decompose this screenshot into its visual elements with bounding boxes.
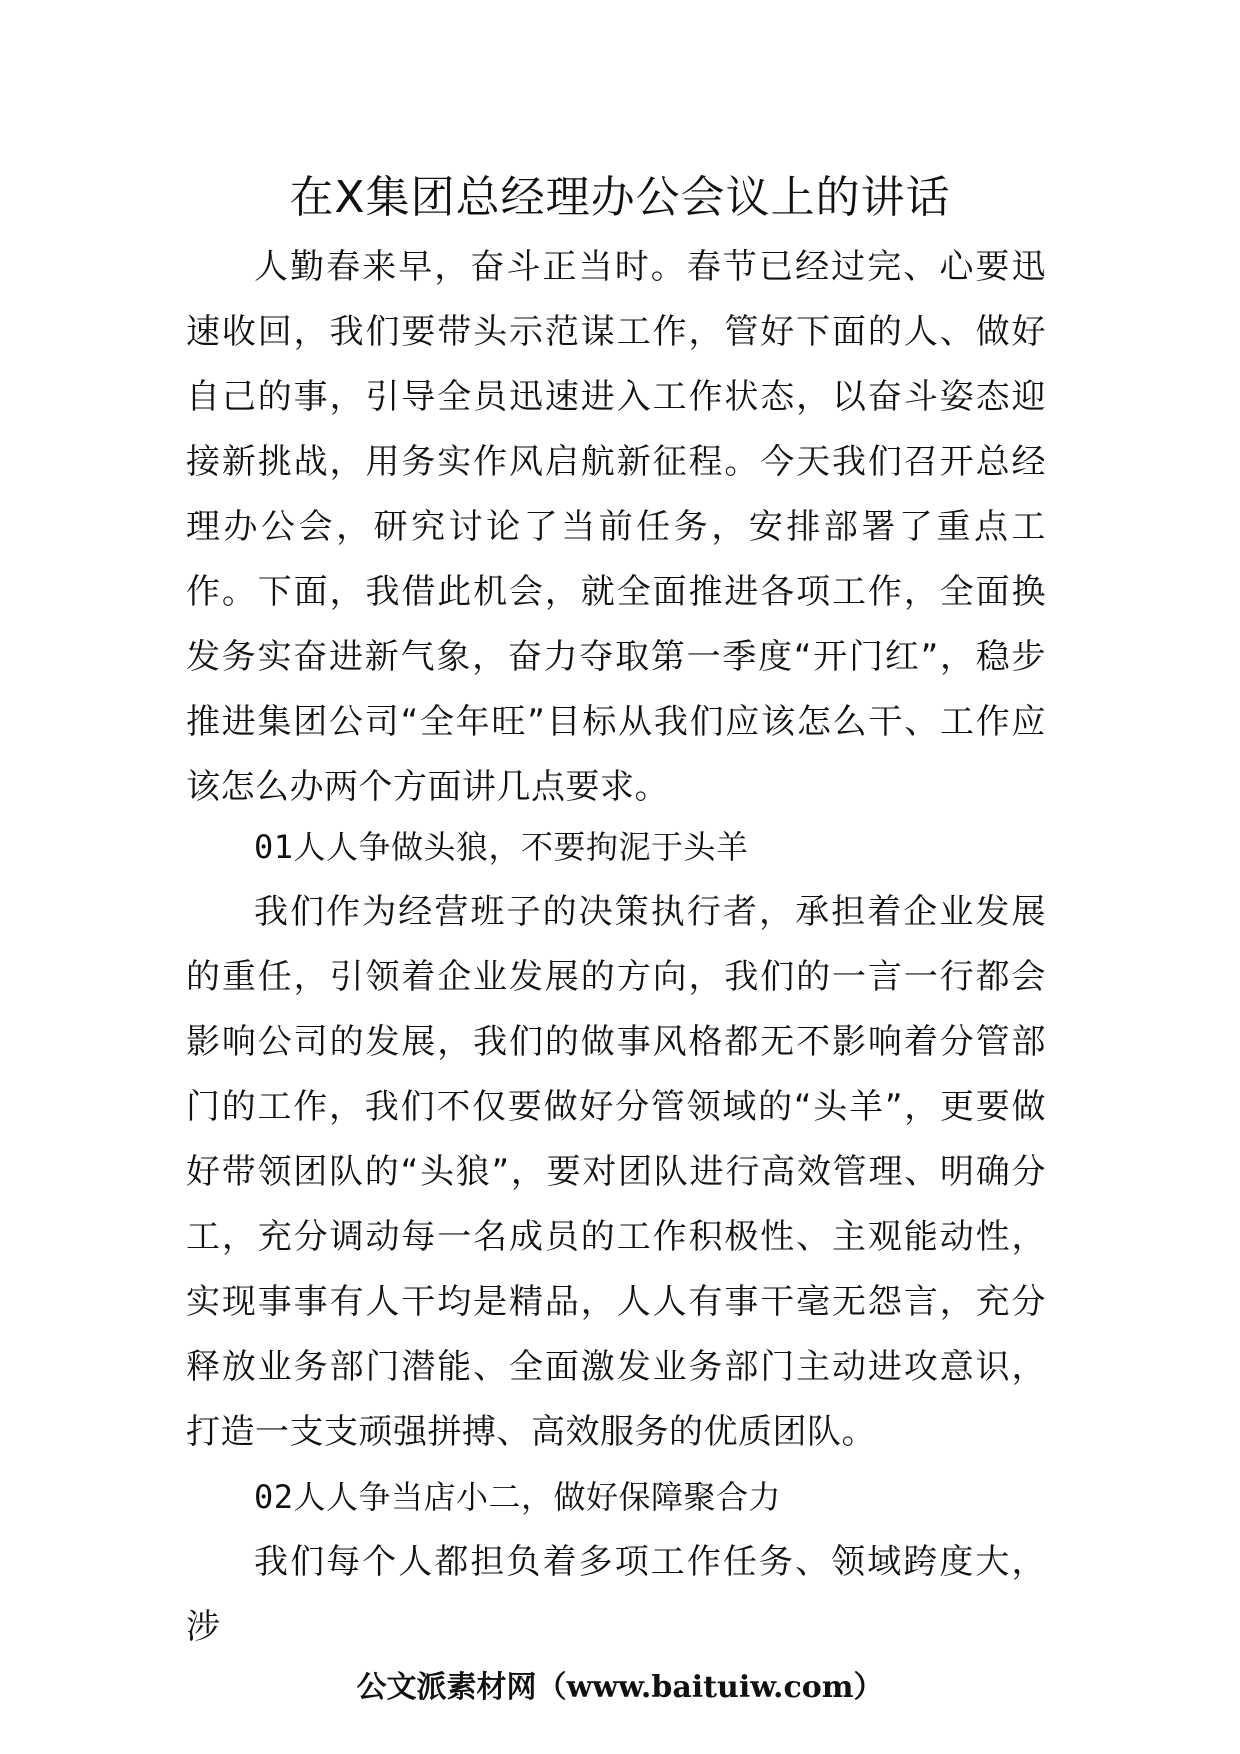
body-paragraph-1-block (186, 235, 1046, 820)
section-heading: 01人人争做头狼，不要拘泥于头羊 (254, 828, 749, 866)
section-heading-1-block (186, 815, 1046, 880)
body-paragraph: 我们作为经营班子的决策执行者，承担着企业发展的重任，引领着企业发展的方向，我们的一言一行都会影响公司的发展，我们的做事风格都无不影响着分管部门的工作，我们不仅要做好分管领域的“头羊”，更要做好带领团队的“头狼”，要对团队进行高效管理、明确分工，充分调动每一名成员的工作积极性、主观能动性，实现事事有人干均是精品，人人有事干毫无怨言，充分释放业务部门潜能、全面激发业务部门主动进攻意识，打造一支支顽强拼搏、高效服务的优质团队。 (186, 892, 1046, 1452)
section-heading: 02人人争当店小二，做好保障聚合力 (254, 1478, 782, 1516)
document-title: 在X集团总经理办公会议上的讲话 (289, 172, 951, 223)
body-paragraph: 人勤春来早，奋斗正当时。春节已经过完、心要迅速收回，我们要带头示范谋工作，管好下面的人、做好自己的事，引导全员迅速进入工作状态，以奋斗姿态迎接新挑战，用务实作风启航新征程。今天我们召开总经理办公会，研究讨论了当前任务，安排部署了重点工作。下面，我借此机会，就全面推进各项工作，全面换发务实奋进新气象，奋力夺取第一季度“开门红”，稳步推进集团公司“全年旺”目标从我们应该怎么干、工作应该怎么办两个方面讲几点要求。 (186, 247, 1046, 807)
footer-watermark: 公文派素材网（www.baituiw.com） (356, 1670, 884, 1705)
body-paragraph-2-block (186, 880, 1046, 1465)
body-paragraph-3-block (186, 1530, 1046, 1660)
body-paragraph: 我们每个人都担负着多项工作任务、领域跨度大，涉 (186, 1542, 1046, 1647)
section-heading-2-block (186, 1465, 1046, 1530)
